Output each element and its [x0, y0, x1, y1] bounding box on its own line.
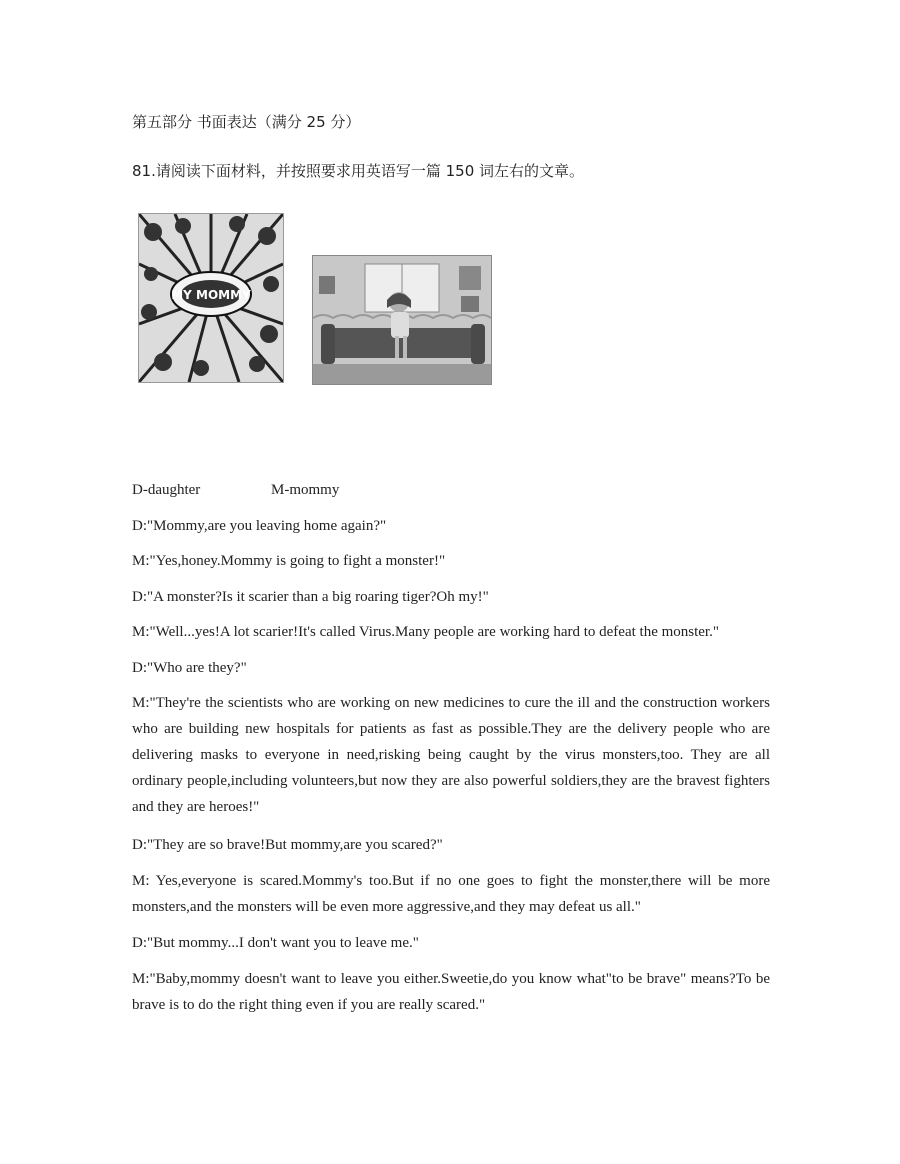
dialogue-line: D:"Mommy,are you leaving home again?" [132, 518, 387, 534]
comic-cover-image [138, 213, 284, 383]
legend-daughter: D-daughter [132, 482, 201, 498]
dialogue-line: M:"Yes,honey.Mommy is going to fight a monster!" [132, 553, 446, 569]
dialogue-line: D:"Who are they?" [132, 660, 247, 676]
dialogue-paragraph: M:"Baby,mommy doesn't want to leave you either.Sweetie,do you know what"to be brave" means?To be brave is to do the right thing even if you are really scared." [132, 971, 770, 1013]
dialogue-paragraph: M: Yes,everyone is scared.Mommy's too.But if no one goes to fight the monster,there will be more monsters,and the monsters will be even more aggressive,and they may defeat us all." [132, 873, 770, 915]
legend-mommy: M-mommy [271, 482, 340, 498]
dialogue-paragraph: M:"They're the scientists who are working on new medicines to cure the ill and the construction workers who are building new hospitals for patients as fast as possible.They are the delivery people who are delivering masks to everyone in need,risking being caught by the virus monsters,too. They are all ordinary people,including volunteers,but now they are also powerful soldiers,they are the bravest fighters and they are heroes!" [132, 695, 770, 815]
comic-title: MY MOMMY [171, 288, 251, 302]
dialogue-line: D:"They are so brave!But mommy,are you scared?" [132, 837, 443, 853]
dialogue-line: D:"But mommy...I don't want you to leave me." [132, 935, 419, 951]
dialogue-line: M:"Well...yes!A lot scarier!It's called Virus.Many people are working hard to defeat the monster." [132, 624, 719, 640]
girl-on-couch-image [312, 255, 492, 385]
dialogue-line: D:"A monster?Is it scarier than a big roaring tiger?Oh my!" [132, 589, 489, 605]
section-title: 第五部分 书面表达（满分 25 分） [132, 113, 361, 131]
question-instruction: 81.请阅读下面材料，并按照要求用英语写一篇 150 词左右的文章。 [132, 162, 585, 180]
